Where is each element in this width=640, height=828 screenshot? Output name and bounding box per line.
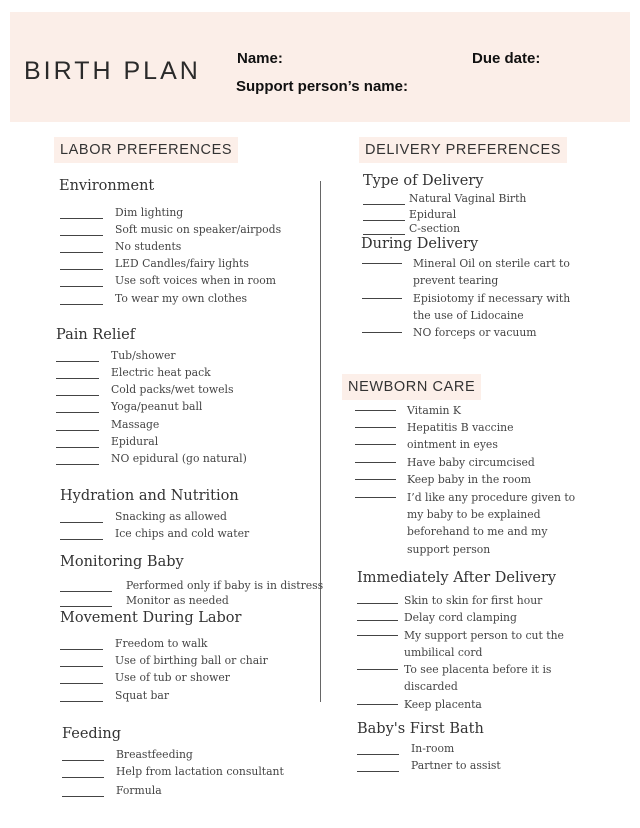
newborn-care-item: my baby to be explained — [407, 508, 541, 522]
support-person-label: Support person’s name: — [236, 78, 408, 95]
pain-relief-item: Cold packs/wet towels — [111, 383, 234, 396]
answer-line[interactable] — [60, 218, 103, 219]
delivery-preferences-heading: DELIVERY PREFERENCES — [359, 137, 567, 163]
pain-relief-subheading: Pain Relief — [56, 327, 136, 343]
during-delivery-item: prevent tearing — [413, 274, 499, 288]
answer-line[interactable] — [355, 479, 396, 480]
newborn-care-item: Vitamin K — [407, 404, 461, 417]
after-delivery-item: Keep placenta — [404, 698, 482, 711]
answer-line[interactable] — [60, 683, 103, 684]
newborn-care-heading: NEWBORN CARE — [342, 374, 481, 400]
environment-item: No students — [115, 240, 182, 253]
answer-line[interactable] — [363, 234, 405, 235]
answer-line[interactable] — [362, 298, 402, 299]
after-delivery-item: To see placenta before it is — [404, 663, 552, 676]
newborn-care-item: ointment in eyes — [407, 438, 498, 451]
answer-line[interactable] — [363, 220, 405, 221]
type-of-delivery-subheading: Type of Delivery — [363, 173, 484, 189]
during-delivery-item: the use of Lidocaine — [413, 309, 524, 323]
delivery-type-item: Natural Vaginal Birth — [409, 192, 527, 205]
environment-item: Use soft voices when in room — [115, 274, 276, 287]
environment-item: Dim lighting — [115, 206, 184, 219]
hydration-item: Ice chips and cold water — [115, 527, 250, 540]
pain-relief-item: NO epidural (go natural) — [111, 452, 247, 465]
hydration-item: Snacking as allowed — [115, 510, 227, 523]
answer-line[interactable] — [355, 497, 396, 498]
newborn-care-item: Hepatitis B vaccine — [407, 421, 514, 434]
answer-line[interactable] — [60, 304, 103, 305]
answer-line[interactable] — [60, 269, 103, 270]
feeding-subheading: Feeding — [62, 726, 121, 742]
feeding-item: Breastfeeding — [116, 748, 193, 761]
answer-line[interactable] — [60, 606, 112, 607]
answer-line[interactable] — [355, 444, 396, 445]
labor-preferences-heading: LABOR PREFERENCES — [54, 137, 238, 163]
answer-line[interactable] — [56, 395, 99, 396]
answer-line[interactable] — [355, 427, 396, 428]
pain-relief-item: Epidural — [111, 435, 159, 448]
answer-line[interactable] — [60, 701, 103, 702]
pain-relief-item: Tub/shower — [111, 349, 176, 362]
during-delivery-item: Mineral Oil on sterile cart to — [413, 257, 570, 270]
first-bath-item: Partner to assist — [411, 759, 501, 772]
pain-relief-item: Yoga/peanut ball — [111, 400, 203, 413]
answer-line[interactable] — [357, 620, 398, 621]
after-delivery-item: My support person to cut the — [404, 629, 564, 642]
monitoring-item: Monitor as needed — [126, 594, 229, 607]
during-delivery-subheading: During Delivery — [361, 236, 479, 252]
answer-line[interactable] — [60, 649, 103, 650]
answer-line[interactable] — [60, 591, 112, 592]
newborn-care-item: I’d like any procedure given to — [407, 491, 576, 504]
environment-item: Soft music on speaker/airpods — [115, 223, 282, 236]
answer-line[interactable] — [56, 412, 99, 413]
after-delivery-item: Skin to skin for first hour — [404, 594, 543, 607]
movement-item: Use of tub or shower — [115, 671, 230, 684]
feeding-item: Help from lactation consultant — [116, 765, 284, 778]
answer-line[interactable] — [56, 378, 99, 379]
delivery-type-item: C-section — [409, 222, 461, 235]
answer-line[interactable] — [355, 462, 396, 463]
feeding-item: Formula — [116, 784, 162, 797]
during-delivery-item: NO forceps or vacuum — [413, 326, 537, 339]
first-bath-subheading: Baby's First Bath — [357, 721, 484, 737]
after-delivery-item: discarded — [404, 680, 458, 694]
answer-line[interactable] — [362, 332, 402, 333]
column-divider — [320, 181, 321, 702]
answer-line[interactable] — [56, 464, 99, 465]
answer-line[interactable] — [60, 286, 103, 287]
pain-relief-item: Massage — [111, 418, 160, 431]
newborn-care-item: Keep baby in the room — [407, 473, 532, 486]
answer-line[interactable] — [62, 777, 104, 778]
answer-line[interactable] — [56, 430, 99, 431]
answer-line[interactable] — [357, 754, 399, 755]
movement-item: Squat bar — [115, 689, 169, 702]
answer-line[interactable] — [62, 760, 104, 761]
answer-line[interactable] — [362, 263, 402, 264]
movement-item: Freedom to walk — [115, 637, 208, 650]
answer-line[interactable] — [60, 539, 103, 540]
first-bath-item: In-room — [411, 742, 455, 755]
answer-line[interactable] — [357, 669, 398, 670]
newborn-care-item: beforehand to me and my — [407, 525, 548, 539]
answer-line[interactable] — [56, 447, 99, 448]
monitoring-subheading: Monitoring Baby — [60, 554, 184, 570]
after-delivery-subheading: Immediately After Delivery — [357, 570, 557, 586]
answer-line[interactable] — [56, 361, 99, 362]
due-date-label: Due date: — [472, 50, 541, 67]
delivery-type-item: Epidural — [409, 208, 457, 221]
answer-line[interactable] — [60, 252, 103, 253]
after-delivery-item: Delay cord clamping — [404, 611, 517, 624]
hydration-subheading: Hydration and Nutrition — [60, 488, 239, 504]
answer-line[interactable] — [357, 771, 399, 772]
movement-subheading: Movement During Labor — [60, 610, 242, 626]
answer-line[interactable] — [60, 522, 103, 523]
newborn-care-item: support person — [407, 542, 491, 556]
answer-line[interactable] — [357, 635, 398, 636]
answer-line[interactable] — [357, 704, 398, 705]
answer-line[interactable] — [62, 796, 104, 797]
environment-subheading: Environment — [59, 178, 155, 194]
answer-line[interactable] — [60, 235, 103, 236]
during-delivery-item: Episiotomy if necessary with — [413, 292, 571, 305]
after-delivery-item: umbilical cord — [404, 646, 483, 660]
answer-line[interactable] — [355, 410, 396, 411]
page-title: BIRTH PLAN — [24, 57, 201, 85]
answer-line[interactable] — [363, 204, 405, 205]
environment-item: LED Candles/fairy lights — [115, 257, 249, 270]
pain-relief-item: Electric heat pack — [111, 366, 211, 379]
name-label: Name: — [237, 50, 283, 67]
answer-line[interactable] — [60, 666, 103, 667]
monitoring-item: Performed only if baby is in distress — [126, 579, 324, 592]
movement-item: Use of birthing ball or chair — [115, 654, 268, 667]
newborn-care-item: Have baby circumcised — [407, 456, 535, 469]
answer-line[interactable] — [357, 603, 398, 604]
environment-item: To wear my own clothes — [115, 292, 248, 305]
